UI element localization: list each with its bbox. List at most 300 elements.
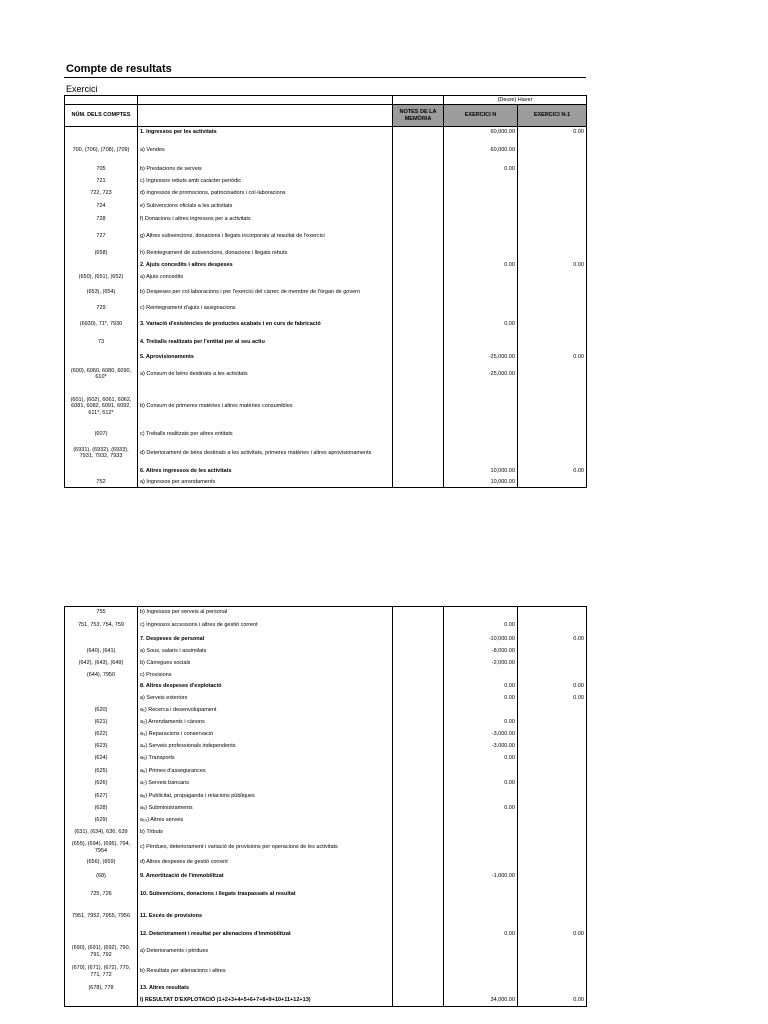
table-row [65,247,587,261]
amount-exercici-n1 [518,658,587,670]
line-description: a) Deterioraments i pèrdues [138,942,393,962]
amount-exercici-n: 60,000.00 [444,127,518,138]
account-codes: (644), 7950 [65,670,138,681]
account-codes: (690), (691), (692), 790, 791, 792 [65,942,138,962]
col-header-exercici-n: EXERCICI N [444,105,518,127]
table-row [65,127,587,138]
amount-exercici-n: 10,000.00 [444,478,518,488]
table-row [65,906,587,928]
amount-exercici-n [444,247,518,261]
table-row [65,607,587,618]
amount-exercici-n [444,334,518,352]
amount-exercici-n: 0.00 [444,618,518,634]
account-codes: (601), (602), 6061, 6062, 6081, 6082, 6091, 6092, 611*, 612* [65,386,138,428]
account-codes: 705 [65,164,138,175]
amount-exercici-n1 [518,618,587,634]
memory-notes [393,658,444,670]
line-description: 10. Subvencions, donacions i llegats traspassats al resultat [138,884,393,906]
table-row [65,815,587,827]
account-codes: 721 [65,175,138,188]
line-description: a₁) Recerca i desenvolupament [138,704,393,717]
memory-notes [393,441,444,466]
table-row [65,827,587,839]
amount-exercici-n [444,704,518,717]
amount-exercici-n1 [518,982,587,995]
memory-notes [393,386,444,428]
amount-exercici-n1: 0.00 [518,127,587,138]
amount-exercici-n1 [518,646,587,658]
line-description: b) Resultats per alienacions i altres [138,962,393,982]
amount-exercici-n1 [518,815,587,827]
amount-exercici-n: -10,000.00 [444,634,518,646]
memory-notes [393,704,444,717]
amount-exercici-n [444,188,518,200]
memory-notes [393,352,444,363]
page-title: Compte de resultats [66,63,172,75]
table-row [65,857,587,869]
line-description: a₇) Serveis bancaris [138,778,393,790]
line-description: a₁₀) Altres serveis [138,815,393,827]
table-row [65,386,587,428]
line-description: c) Treballs realitzats per altres entitats [138,428,393,441]
table-row [65,670,587,681]
col-header-notes: NOTES DE LA MEMÒRIA [393,105,444,127]
amount-exercici-n1 [518,906,587,928]
line-description: c) Ingressos rebuts amb caràcter periòdic [138,175,393,188]
amount-exercici-n [444,765,518,778]
memory-notes [393,618,444,634]
account-codes [65,261,138,271]
memory-notes [393,827,444,839]
amount-exercici-n: -8,000.00 [444,646,518,658]
account-codes: 724 [65,200,138,213]
table-row [65,634,587,646]
account-codes: (655), (694), (695), 794, 7954 [65,839,138,857]
memory-notes [393,334,444,352]
memory-notes [393,693,444,704]
memory-notes [393,670,444,681]
table-row [65,441,587,466]
deure-haver-label: (Deure) Haver [444,96,587,105]
table-row [65,284,587,301]
table-row [65,982,587,995]
memory-notes [393,942,444,962]
table-row [65,271,587,284]
table-row [65,995,587,1007]
line-description: 13. Altres resultats [138,982,393,995]
memory-notes [393,164,444,175]
amount-exercici-n [444,884,518,906]
memory-notes [393,634,444,646]
account-codes: (623) [65,741,138,753]
line-description: c) Pèrdues, deteriorament i variació de provisions per operacions de les activitats [138,839,393,857]
account-codes: (642), (643), (649) [65,658,138,670]
account-codes: (678), 778 [65,982,138,995]
line-description: I) RESULTAT D'EXPLOTACIÓ (1+2+3+4+5+6+7+8+9+10+11+12+13) [138,995,393,1007]
account-codes: (620) [65,704,138,717]
amount-exercici-n1 [518,741,587,753]
memory-notes [393,138,444,164]
amount-exercici-n1 [518,271,587,284]
memory-notes [393,188,444,200]
line-description: a) Ingressos per arrendaments [138,478,393,488]
amount-exercici-n [444,962,518,982]
account-codes: (650), (651), (652) [65,271,138,284]
col-header-accounts: NÚM. DELS COMPTES [65,105,138,127]
table-row [65,301,587,316]
table-row [65,753,587,765]
table-row [65,316,587,334]
amount-exercici-n1 [518,284,587,301]
amount-exercici-n1 [518,942,587,962]
account-codes: 722, 723 [65,188,138,200]
amount-exercici-n1 [518,607,587,618]
amount-exercici-n1: 0.00 [518,466,587,478]
line-description: d) Ingressos de promocions, patrocinadors i col·laboracions [138,188,393,200]
amount-exercici-n1 [518,478,587,488]
memory-notes [393,200,444,213]
table-row [65,138,587,164]
memory-notes [393,884,444,906]
line-description: 12. Deteriorament i resultat per alienacions d'immobilitzat [138,928,393,942]
line-description: d) Altres despeses de gestió corrent [138,857,393,869]
line-description: a₆) Primes d'assegurances [138,765,393,778]
amount-exercici-n: 0.00 [444,928,518,942]
amount-exercici-n [444,839,518,857]
memory-notes [393,741,444,753]
memory-notes [393,363,444,386]
account-codes [65,466,138,478]
account-codes: 729 [65,301,138,316]
account-codes: 725, 726 [65,884,138,906]
account-codes: (627) [65,790,138,803]
account-codes: 728 [65,213,138,226]
amount-exercici-n1 [518,790,587,803]
memory-notes [393,962,444,982]
amount-exercici-n [444,857,518,869]
line-description: 3. Variació d'existències de productes acabats i en curs de fabricació [138,316,393,334]
amount-exercici-n [444,213,518,226]
memory-notes [393,928,444,942]
table-row [65,175,587,188]
line-description: c) Reintegrament d'ajuts i assignacions [138,301,393,316]
line-description: 7. Despeses de personal [138,634,393,646]
amount-exercici-n1 [518,857,587,869]
account-codes: (670), (671), (672), 770, 771, 772 [65,962,138,982]
account-codes: (625) [65,765,138,778]
amount-exercici-n: 0.00 [444,261,518,271]
amount-exercici-n1: 0.00 [518,693,587,704]
line-description: g) Altres subvencions, donacions i llegats incorporats al resultat de l'exercici [138,226,393,247]
memory-notes [393,995,444,1007]
line-description: a) Serveis exteriors [138,693,393,704]
account-codes: (626) [65,778,138,790]
memory-notes [393,607,444,618]
memory-notes [393,857,444,869]
memory-notes [393,213,444,226]
amount-exercici-n [444,607,518,618]
line-description: a) Vendes [138,138,393,164]
memory-notes [393,778,444,790]
amount-exercici-n1 [518,334,587,352]
amount-exercici-n1 [518,729,587,741]
table-row [65,962,587,982]
amount-exercici-n1 [518,363,587,386]
table-row [65,717,587,729]
amount-exercici-n: -25,000.00 [444,363,518,386]
amount-exercici-n1 [518,164,587,175]
table-row [65,884,587,906]
account-codes: 755 [65,607,138,618]
amount-exercici-n1: 0.00 [518,681,587,693]
line-description: 9. Amortització de l'immobilitzat [138,869,393,884]
amount-exercici-n [444,827,518,839]
line-description: a₈) Publicitat, propaganda i relacions públiques [138,790,393,803]
amount-exercici-n [444,906,518,928]
amount-exercici-n [444,441,518,466]
table-row [65,928,587,942]
amount-exercici-n1 [518,316,587,334]
table-row [65,213,587,226]
account-codes: (624) [65,753,138,765]
amount-exercici-n1 [518,869,587,884]
memory-notes [393,466,444,478]
account-codes [65,928,138,942]
amount-exercici-n1 [518,962,587,982]
account-codes: (621) [65,717,138,729]
memory-notes [393,869,444,884]
amount-exercici-n1 [518,778,587,790]
table-row [65,741,587,753]
amount-exercici-n [444,200,518,213]
amount-exercici-n [444,790,518,803]
table-row [65,839,587,857]
table-row [65,200,587,213]
table-row [65,681,587,693]
account-codes [65,634,138,646]
exercise-label: Exercici [66,84,98,94]
account-codes: (658) [65,247,138,261]
account-codes: (68) [65,869,138,884]
line-description: a) Consum de béns destinats a les activitats [138,363,393,386]
account-codes: 751, 753, 754, 759 [65,618,138,634]
table-row [65,164,587,175]
account-codes: 752 [65,478,138,488]
table-row [65,188,587,200]
table-row [65,658,587,670]
table-row [65,778,587,790]
account-codes [65,352,138,363]
amount-exercici-n: -3,000.00 [444,741,518,753]
line-description: b) Despeses per col·laboracions i per l'exercici del càrrec de membre de l'òrgan de govern [138,284,393,301]
amount-exercici-n1 [518,670,587,681]
table-row [65,942,587,962]
memory-notes [393,261,444,271]
amount-exercici-n: 0.00 [444,717,518,729]
amount-exercici-n [444,428,518,441]
memory-notes [393,478,444,488]
amount-exercici-n: 0.00 [444,693,518,704]
table-row [65,803,587,815]
line-description: a₃) Reparacions i conservació [138,729,393,741]
memory-notes [393,646,444,658]
line-description: 6. Altres ingressos de les activitats [138,466,393,478]
account-codes: 727 [65,226,138,247]
amount-exercici-n: 0.00 [444,681,518,693]
line-description: a) Sous, salaris i assimilats [138,646,393,658]
line-description: b) Tributs [138,827,393,839]
account-codes [65,127,138,138]
line-description: h) Reintegrament de subvencions, donacions i llegats rebuts [138,247,393,261]
table-row [65,478,587,488]
table-row [65,466,587,478]
account-codes: (6931), (6932), (6933), 7931, 7932, 7933 [65,441,138,466]
amount-exercici-n [444,386,518,428]
col-header-exercici-n1: EXERCICI N-1 [518,105,587,127]
memory-notes [393,316,444,334]
amount-exercici-n [444,982,518,995]
amount-exercici-n: 0.00 [444,164,518,175]
table-row [65,765,587,778]
line-description: b) Càrregues socials [138,658,393,670]
table-row [65,334,587,352]
amount-exercici-n1 [518,200,587,213]
memory-notes [393,717,444,729]
amount-exercici-n [444,815,518,827]
amount-exercici-n [444,301,518,316]
memory-notes [393,247,444,261]
amount-exercici-n: 0.00 [444,778,518,790]
amount-exercici-n [444,670,518,681]
memory-notes [393,839,444,857]
amount-exercici-n1: 0.00 [518,928,587,942]
table-row [65,618,587,634]
memory-notes [393,790,444,803]
table-row [65,646,587,658]
amount-exercici-n1 [518,247,587,261]
memory-notes [393,765,444,778]
title-divider [64,77,586,78]
account-codes: 7951, 7952, 7955, 7956 [65,906,138,928]
table-row [65,363,587,386]
line-description: a) Ajuts concedits [138,271,393,284]
account-codes: (631), (634), 636, 639 [65,827,138,839]
line-description: b) Prestacions de serveis [138,164,393,175]
amount-exercici-n1 [518,428,587,441]
line-description: 1. Ingressos per les activitats [138,127,393,138]
line-description: 8. Altres despeses d'explotació [138,681,393,693]
line-description: c) Provisions [138,670,393,681]
table-row [65,428,587,441]
amount-exercici-n1 [518,386,587,428]
table-row [65,693,587,704]
memory-notes [393,226,444,247]
line-description: b) Consum de primeres matèries i altres matèries consumibles [138,386,393,428]
amount-exercici-n: 10,000.00 [444,466,518,478]
amount-exercici-n1: 0.00 [518,634,587,646]
memory-notes [393,803,444,815]
account-codes: (653), (654) [65,284,138,301]
line-description: a₂) Arrendaments i cànons [138,717,393,729]
amount-exercici-n1 [518,175,587,188]
memory-notes [393,301,444,316]
account-codes: (607) [65,428,138,441]
memory-notes [393,428,444,441]
memory-notes [393,681,444,693]
amount-exercici-n1 [518,226,587,247]
amount-exercici-n: -25,000.00 [444,352,518,363]
amount-exercici-n: 0.00 [444,753,518,765]
table-row [65,704,587,717]
account-codes: (6930), 71*, 7930 [65,316,138,334]
amount-exercici-n1 [518,138,587,164]
amount-exercici-n1 [518,188,587,200]
amount-exercici-n: 0.00 [444,316,518,334]
amount-exercici-n [444,271,518,284]
table-row [65,226,587,247]
memory-notes [393,753,444,765]
memory-notes [393,127,444,138]
memory-notes [393,982,444,995]
account-codes: (628) [65,803,138,815]
amount-exercici-n: 0.00 [444,803,518,815]
table-row [65,352,587,363]
amount-exercici-n1 [518,301,587,316]
amount-exercici-n1 [518,441,587,466]
line-description: a₅) Transports [138,753,393,765]
account-codes [65,995,138,1007]
amount-exercici-n1: 0.00 [518,261,587,271]
table-row [65,261,587,271]
line-description: e) Subvencions oficials a les activitats [138,200,393,213]
line-description: 2. Ajuts concedits i altres despeses [138,261,393,271]
amount-exercici-n: 34,000.00 [444,995,518,1007]
line-description: a₄) Serveis professionals independents [138,741,393,753]
table-row [65,729,587,741]
account-codes [65,681,138,693]
amount-exercici-n [444,175,518,188]
account-codes: 700, (706), (708), (709) [65,138,138,164]
memory-notes [393,284,444,301]
account-codes: (629) [65,815,138,827]
amount-exercici-n1 [518,827,587,839]
memory-notes [393,271,444,284]
line-description: a₉) Subministraments [138,803,393,815]
line-description: b) Ingressos per serveis al personal [138,607,393,618]
account-codes: (622) [65,729,138,741]
amount-exercici-n1 [518,803,587,815]
results-table-bottom [64,606,587,1007]
table-row [65,790,587,803]
amount-exercici-n: -1,000.00 [444,869,518,884]
results-table-top [64,95,587,488]
account-codes: (656), (659) [65,857,138,869]
amount-exercici-n [444,942,518,962]
line-description: 5. Aprovisionaments [138,352,393,363]
amount-exercici-n1 [518,765,587,778]
account-codes [65,693,138,704]
amount-exercici-n1: 0.00 [518,995,587,1007]
account-codes: (640), (641) [65,646,138,658]
account-codes: 73 [65,334,138,352]
memory-notes [393,906,444,928]
amount-exercici-n [444,284,518,301]
line-description: 11. Excés de provisions [138,906,393,928]
amount-exercici-n1 [518,839,587,857]
table-row [65,869,587,884]
amount-exercici-n1 [518,753,587,765]
amount-exercici-n [444,226,518,247]
